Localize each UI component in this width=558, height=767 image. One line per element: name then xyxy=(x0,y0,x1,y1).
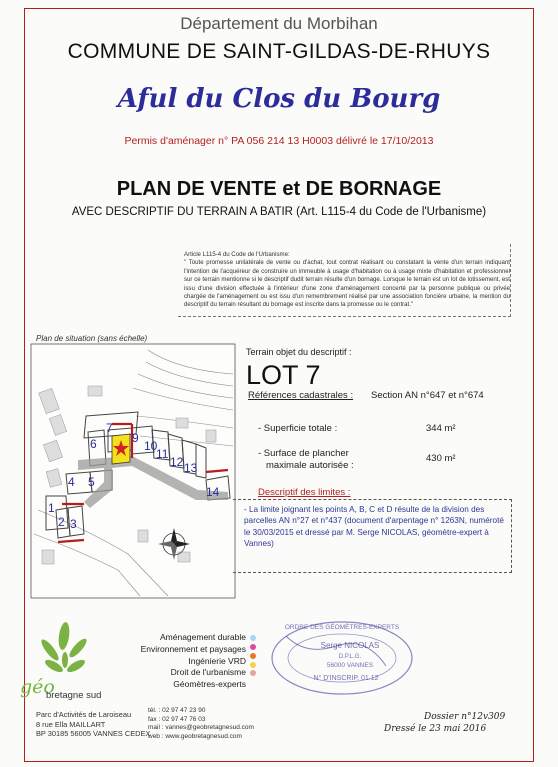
article-body: " Toute promesse unilatérale de vente ou d'achat, tout contrat réalisant ou constatant la vente d'un terrain indiquant l'intention de l'acquéreur de construire un immeuble à usage d'habitation ou à usage mixte d'habitation et professionnel sur ce terrain mentionne si le descriptif dudit terrain résulte d'un bornage. Lorsque le terrain est un lot de lotissement, est issu d'une division effectuée à l'intérieur d'une zone d'aménagement concerté par la personne publique ou privée chargée de l'aménagement ou est issu d'un remembrement réalisé par une association foncière urbaine, la mention du descriptif du terrain résultant du bornage est inscrite dans la promesse ou le contrat." xyxy=(184,259,510,309)
service-dot xyxy=(250,670,256,676)
limites-text: - La limite joignant les points A, B, C et D résulte de la division des parcelles AN n°27 et n°437 (document d'arpentage n° 1263N, numéroté le 30/03/2015 et dressé par M. Serge NICOLAS, géomètre-expert à Vannes) xyxy=(244,505,504,549)
lot-number: 6 xyxy=(90,437,97,451)
services-list xyxy=(96,632,246,691)
stamp-name: Serge NICOLAS xyxy=(320,641,380,650)
superficie-value: 344 m² xyxy=(426,423,456,434)
references-label: Références cadastrales : xyxy=(248,390,354,401)
service-item: Ingénierie VRD xyxy=(188,655,246,666)
address-line: 8 rue Ella MAILLART xyxy=(36,719,106,729)
lot-number: 2 xyxy=(58,515,65,529)
terrain-label: Terrain objet du descriptif : xyxy=(246,347,352,357)
contact-web: web : www.geobretagnesud.com xyxy=(148,732,242,740)
service-dot xyxy=(250,653,256,659)
map-caption: Plan de situation (sans échelle) xyxy=(36,334,148,343)
limites-heading: Descriptif des limites : xyxy=(258,487,351,498)
lot-number: 7 xyxy=(106,421,113,435)
dresse-date: Dressé le 23 mai 2016 xyxy=(384,724,487,734)
aful-title: Aful du Clos du Bourg xyxy=(117,84,441,114)
brand-geo: géo xyxy=(20,676,55,698)
service-dot xyxy=(250,644,256,650)
company-contact xyxy=(148,707,254,741)
stamp-top-text: ORDRE DES GÉOMÈTRES-EXPERTS xyxy=(284,624,400,631)
permis-amenager: Permis d'aménager n° PA 056 214 13 H0003 délivré le 17/10/2013 xyxy=(124,135,434,147)
lot-number: 11 xyxy=(156,447,169,461)
contact-tel: tél. : 02 97 47 23 90 xyxy=(148,707,206,714)
geometre-stamp xyxy=(266,616,418,700)
lot-number: 14 xyxy=(206,485,220,499)
lot-number: 4 xyxy=(68,475,75,489)
lot-number: 1 xyxy=(48,501,55,515)
service-item: Droit de l'urbanisme xyxy=(170,667,246,678)
stamp-dplg: D.P.L.G. xyxy=(338,654,362,660)
company-address xyxy=(36,710,150,739)
superficie-label: - Superficie totale : xyxy=(258,423,338,434)
service-dot xyxy=(250,635,256,641)
surface-label-line-1: - Surface de plancher xyxy=(258,448,349,459)
service-dot xyxy=(250,662,256,668)
commune-name: COMMUNE DE SAINT-GILDAS-DE-RHUYS xyxy=(67,40,491,63)
department-name: Département du Morbihan xyxy=(180,14,378,33)
service-item: Aménagement durable xyxy=(159,632,246,642)
address-line: BP 30185 56005 VANNES CEDEX xyxy=(36,729,151,739)
service-item: Environnement et paysages xyxy=(140,643,246,654)
lot-number: 12 xyxy=(170,455,184,469)
contact-mail: mail : vannes@geobretagnesud.com xyxy=(148,724,254,732)
dossier-number: Dossier n°12v309 xyxy=(424,712,506,722)
logo-leaves-icon xyxy=(39,621,89,674)
lot-number: 3 xyxy=(70,517,77,531)
surface-plancher-label xyxy=(258,448,354,471)
lot-number: 9 xyxy=(132,431,139,445)
address-line: Parc d'Activités de Laroiseau xyxy=(36,710,132,719)
document-title: PLAN DE VENTE et DE BORNAGE xyxy=(116,178,442,200)
article-text xyxy=(184,251,510,310)
lot-number: 13 xyxy=(184,461,198,475)
lot-number-title: LOT 7 xyxy=(246,360,321,390)
stamp-number: N° D'INSCRIP. 01.12 xyxy=(313,675,379,682)
surface-label-line-2: maximale autorisée : xyxy=(266,459,354,471)
document-subtitle: AVEC DESCRIPTIF DU TERRAIN A BATIR (Art. L115-4 du Code de l'Urbanisme) xyxy=(71,206,487,218)
service-color-dots xyxy=(250,632,256,679)
stamp-city: 56000 VANNES xyxy=(326,662,374,669)
brand-bretagne-sud: bretagne sud xyxy=(46,690,102,701)
lot-number: 5 xyxy=(88,475,95,489)
situation-map xyxy=(28,340,238,602)
contact-fax: fax : 02 97 47 76 03 xyxy=(148,715,206,723)
references-value: Section AN n°647 et n°674 xyxy=(371,390,484,401)
lot-number: 10 xyxy=(144,439,158,453)
map-frame xyxy=(31,344,235,598)
surface-plancher-value: 430 m² xyxy=(426,453,456,464)
service-item: Géomètres-experts xyxy=(173,679,246,690)
article-heading: Article L115-4 du Code de l'Urbanisme: xyxy=(184,251,290,258)
